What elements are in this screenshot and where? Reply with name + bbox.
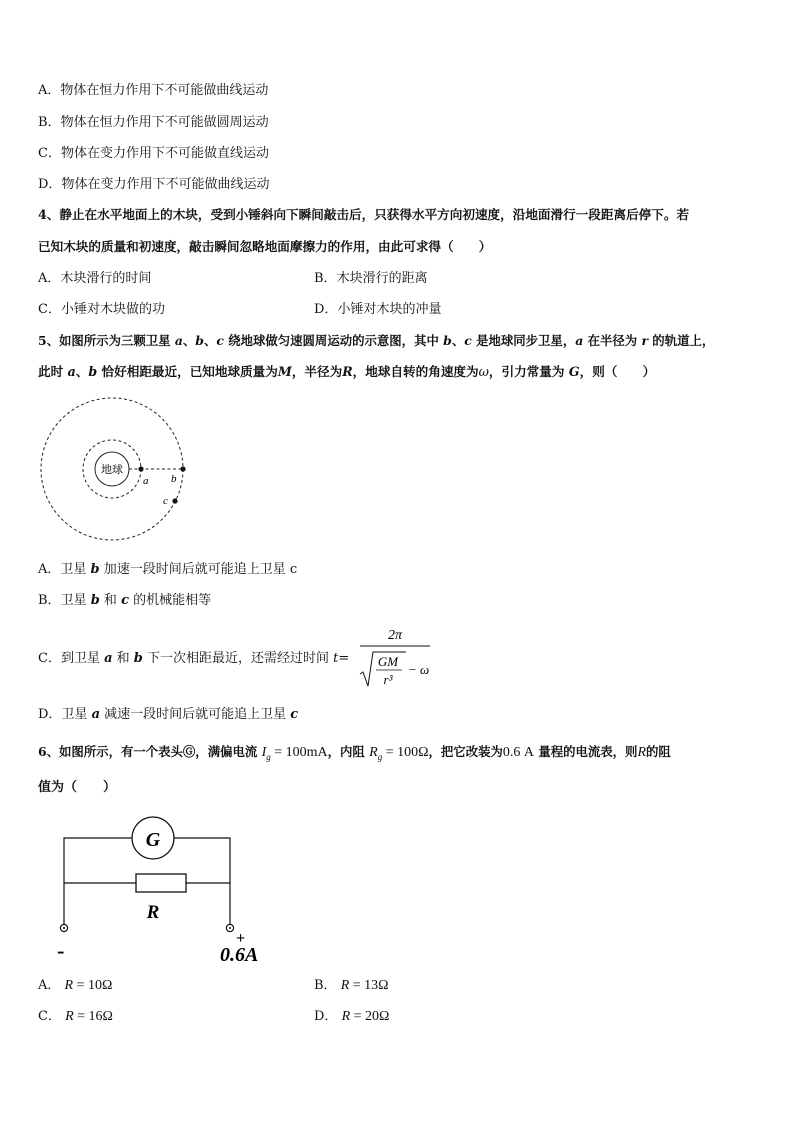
- q6-option-d: D． R = 20Ω: [314, 1009, 390, 1024]
- orbit-diagram: [38, 393, 190, 545]
- q4-option-c: C．小锤对木块做的功: [38, 302, 165, 317]
- q4-option-d: D．小锤对木块的冲量: [314, 302, 442, 317]
- q4-option-a: A．木块滑行的时间: [38, 271, 152, 286]
- q3-option-b: B．物体在恒力作用下不可能做圆周运动: [38, 115, 269, 130]
- label-a: a: [143, 475, 149, 487]
- range-label: 0.6A: [220, 944, 259, 964]
- q4-option-b: B．木块滑行的距离: [314, 271, 428, 286]
- minus-label: -: [57, 938, 65, 963]
- q5-stem-line2: 此时 a、b 恰好相距最近，已知地球质量为M，半径为R，地球自转的角速度为ω，引力常量为 G，则（ ）: [38, 364, 656, 379]
- satellite-a: [138, 466, 143, 471]
- q3-option-a: A．物体在恒力作用下不可能做曲线运动: [38, 83, 269, 98]
- q6-stem-line1: 6、如图所示，有一个表头Ⓖ，满偏电流 $I_g = 100mA$，内阻 $R_g = 100\Omega$，把它改装为0.6 A 量程的电流表，则R的阻: [38, 744, 671, 762]
- satellite-c: [172, 498, 177, 503]
- q5-option-b: B．卫星 b 和 c 的机械能相等: [38, 593, 212, 608]
- q5-option-a: A．卫星 b 加速一段时间后就可能追上卫星 c: [38, 562, 298, 577]
- label-c: c: [163, 495, 168, 507]
- q5-option-d: D．卫星 a 减速一段时间后就可能追上卫星 c: [38, 707, 299, 722]
- time-formula: [356, 624, 434, 688]
- formula-minus-omega: − ω: [408, 662, 430, 677]
- formula-numerator: 2π: [387, 628, 403, 643]
- label-b: b: [171, 473, 177, 485]
- minus-terminal-dot: [63, 927, 65, 929]
- q6-option-b: B． R = 13Ω: [314, 978, 389, 993]
- q6-option-a: A． R = 10Ω: [38, 978, 113, 993]
- plus-label: +: [236, 930, 246, 947]
- formula-gm: GM: [377, 654, 399, 669]
- q6-stem-line2: 值为（ ）: [38, 780, 117, 795]
- q4-stem-line1: 4、静止在水平地面上的木块，受到小锤斜向下瞬间敲击后，只获得水平方向初速度，沿地面滑行一段距离后停下。若: [38, 207, 690, 222]
- q5-stem-line1: 5、如图所示为三颗卫星 a、b、c 绕地球做匀速圆周运动的示意图，其中 b、c 是地球同步卫星，a 在半径为 r 的轨道上，: [38, 333, 715, 348]
- formula-r3: r³: [383, 672, 393, 687]
- q4-stem-line2: 已知木块的质量和初速度，敲击瞬间忽略地面摩擦力的作用，由此可求得（ ）: [38, 239, 492, 254]
- resistor: [136, 874, 186, 892]
- q3-option-c: C．物体在变力作用下不可能做直线运动: [38, 146, 269, 161]
- ammeter-circuit: [50, 812, 280, 964]
- resistor-label: R: [146, 902, 160, 923]
- q6-option-c: C． R = 16Ω: [38, 1009, 113, 1024]
- satellite-b: [180, 466, 185, 471]
- q3-option-d: D．物体在变力作用下不可能做曲线运动: [38, 177, 270, 192]
- galvanometer-label: G: [145, 829, 161, 851]
- q5-option-c: C．到卫星 a 和 b 下一次相距最近，还需经过时间 t=: [38, 651, 350, 666]
- earth-label: 地球: [101, 464, 123, 476]
- plus-terminal-dot: [229, 927, 231, 929]
